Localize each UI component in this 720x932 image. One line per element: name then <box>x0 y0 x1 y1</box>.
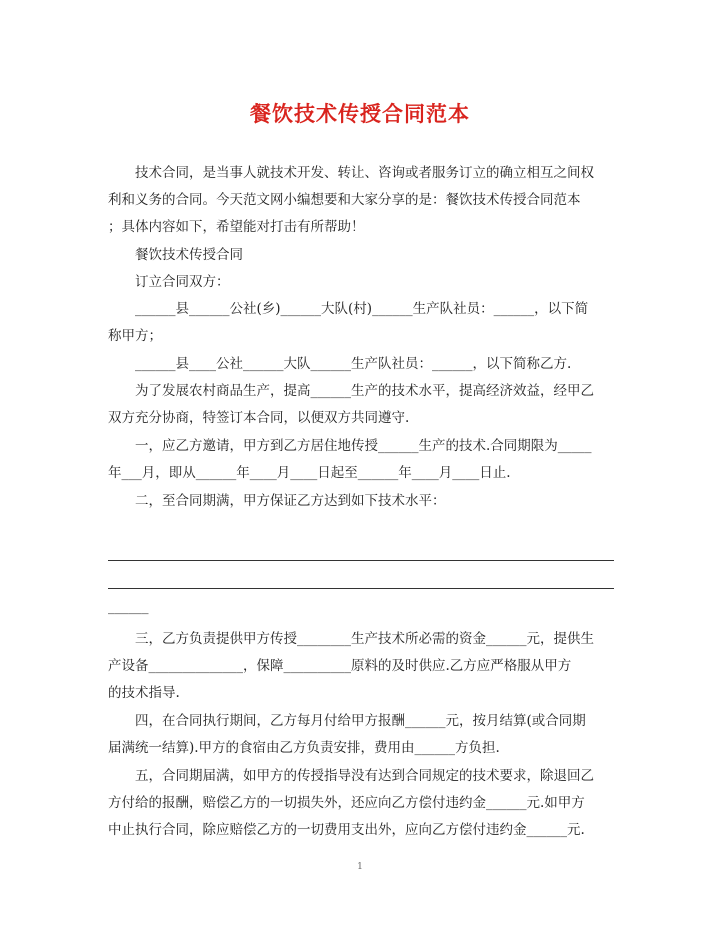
paragraph-line: 四，在合同执行期间，乙方每月付给甲方报酬______元，按月结算(或合同期 <box>108 713 586 729</box>
paragraph-line: 三，乙方负责提供甲方传授________生产技术所必需的资金______元，提供生 <box>108 631 594 647</box>
paragraph-line: 的技术指导. <box>108 685 180 701</box>
paragraph-line: 届满统一结算).甲方的食宿由乙方负责安排，费用由______方负担. <box>108 740 500 756</box>
paragraph-line: 双方充分协商，特签订本合同，以便双方共同遵守. <box>108 410 410 426</box>
paragraph-line: ；具体内容如下，希望能对打击有所帮助！ <box>108 219 365 235</box>
paragraph-line: 产设备______________，保障__________原料的及时供应.乙方应严格服从甲方 <box>108 658 572 674</box>
paragraph-line: ______县____公社______大队______生产队社员：______，以下简称乙方. <box>108 356 572 372</box>
paragraph-line: 订立合同双方： <box>108 274 230 290</box>
paragraph-line: 方付给的报酬，赔偿乙方的一切损失外，还应向乙方偿付违约金______元.如甲方 <box>108 795 585 811</box>
blank-fill-line <box>108 588 614 589</box>
page-number: 1 <box>357 862 363 872</box>
paragraph-line: 中止执行合同，除应赔偿乙方的一切费用支出外，应向乙方偿付违约金______元. <box>108 822 585 838</box>
blank-fill-tail: ______ <box>108 599 149 615</box>
paragraph-line: 五，合同期届满，如甲方的传授指导没有达到合同规定的技术要求，除退回乙 <box>108 768 594 784</box>
paragraph-line: 技术合同，是当事人就技术开发、转让、咨询或者服务订立的确立相互之间权 <box>108 165 594 181</box>
paragraph-line: 餐饮技术传授合同 <box>108 247 243 263</box>
paragraph-line: 年___月，即从______年____月____日起至______年____月____日止. <box>108 465 511 481</box>
paragraph-line: ______县______公社(乡)______大队(村)______生产队社员：______，以下简 <box>108 301 589 317</box>
paragraph-line: 利和义务的合同。今天范文网小编想要和大家分享的是：餐饮技术传授合同范本 <box>108 192 581 208</box>
paragraph-line: 称甲方； <box>108 328 162 344</box>
paragraph-line: 为了发展农村商品生产，提高______生产的技术水平，提高经济效益，经甲乙 <box>108 383 594 399</box>
blank-fill-line <box>108 560 614 561</box>
document-title: 餐饮技术传授合同范本 <box>250 101 470 126</box>
paragraph-line: 二，至合同期满，甲方保证乙方达到如下技术水平： <box>108 493 446 509</box>
paragraph-line: 一，应乙方邀请，甲方到乙方居住地传授______生产的技术.合同期限为_____ <box>108 438 592 454</box>
